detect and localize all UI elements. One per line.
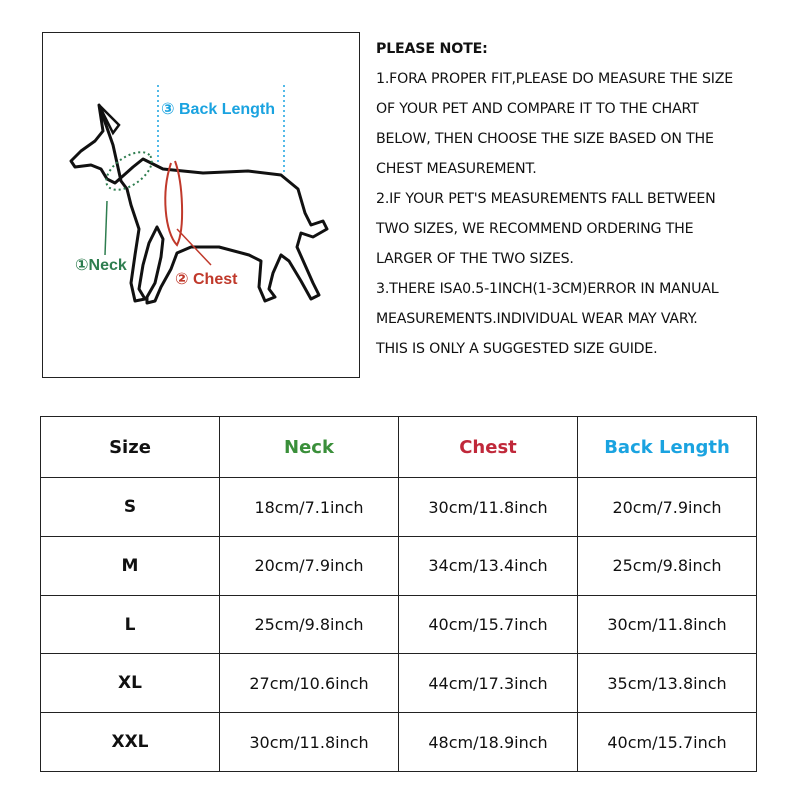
dog-measurement-diagram xyxy=(42,32,360,378)
note-line: CHEST MEASUREMENT. xyxy=(376,161,537,177)
table-row xyxy=(41,654,757,713)
table-row xyxy=(41,537,757,596)
chest-cell: 48cm/18.9inch xyxy=(399,713,578,772)
note-line: TWO SIZES, WE RECOMMEND ORDERING THE xyxy=(376,221,694,237)
chest-label: ② Chest xyxy=(175,271,238,288)
chest-cell: 40cm/15.7inch xyxy=(399,595,578,654)
chest-cell: 44cm/17.3inch xyxy=(399,654,578,713)
note-line: BELOW, THEN CHOOSE THE SIZE BASED ON THE xyxy=(376,131,714,147)
size-cell: XXL xyxy=(41,713,220,772)
back-length-cell: 20cm/7.9inch xyxy=(578,478,757,537)
back-length-label: ③ Back Length xyxy=(161,101,276,118)
header-neck: Neck xyxy=(220,417,399,478)
chest-cell: 34cm/13.4inch xyxy=(399,537,578,596)
note-title: PLEASE NOTE: xyxy=(376,41,488,57)
table-header-row xyxy=(41,417,757,478)
note-line: 3.THERE ISA0.5-1INCH(1-3CM)ERROR IN MANUAL xyxy=(376,281,719,297)
back-length-cell: 35cm/13.8inch xyxy=(578,654,757,713)
table-row xyxy=(41,478,757,537)
dog-silhouette-illustration xyxy=(43,33,361,379)
neck-cell: 27cm/10.6inch xyxy=(220,654,399,713)
back-length-cell: 30cm/11.8inch xyxy=(578,595,757,654)
header-back-length: Back Length xyxy=(578,417,757,478)
note-line: 2.IF YOUR PET'S MEASUREMENTS FALL BETWEEN xyxy=(376,191,716,207)
neck-label: ①Neck xyxy=(75,257,127,274)
table-row xyxy=(41,713,757,772)
note-line: LARGER OF THE TWO SIZES. xyxy=(376,251,574,267)
back-length-cell: 40cm/15.7inch xyxy=(578,713,757,772)
note-line: 1.FORA PROPER FIT,PLEASE DO MEASURE THE SIZE xyxy=(376,71,734,87)
chest-cell: 30cm/11.8inch xyxy=(399,478,578,537)
size-cell: XL xyxy=(41,654,220,713)
note-line: THIS IS ONLY A SUGGESTED SIZE GUIDE. xyxy=(376,341,658,357)
header-size: Size xyxy=(41,417,220,478)
neck-cell: 18cm/7.1inch xyxy=(220,478,399,537)
note-line: MEASUREMENTS.INDIVIDUAL WEAR MAY VARY. xyxy=(376,311,698,327)
size-cell: S xyxy=(41,478,220,537)
neck-cell: 25cm/9.8inch xyxy=(220,595,399,654)
neck-cell: 20cm/7.9inch xyxy=(220,537,399,596)
header-chest: Chest xyxy=(399,417,578,478)
size-cell: M xyxy=(41,537,220,596)
size-cell: L xyxy=(41,595,220,654)
note-line: OF YOUR PET AND COMPARE IT TO THE CHART xyxy=(376,101,699,117)
size-chart-table xyxy=(40,416,757,772)
table-row xyxy=(41,595,757,654)
neck-cell: 30cm/11.8inch xyxy=(220,713,399,772)
please-note-section xyxy=(376,34,786,364)
back-length-cell: 25cm/9.8inch xyxy=(578,537,757,596)
